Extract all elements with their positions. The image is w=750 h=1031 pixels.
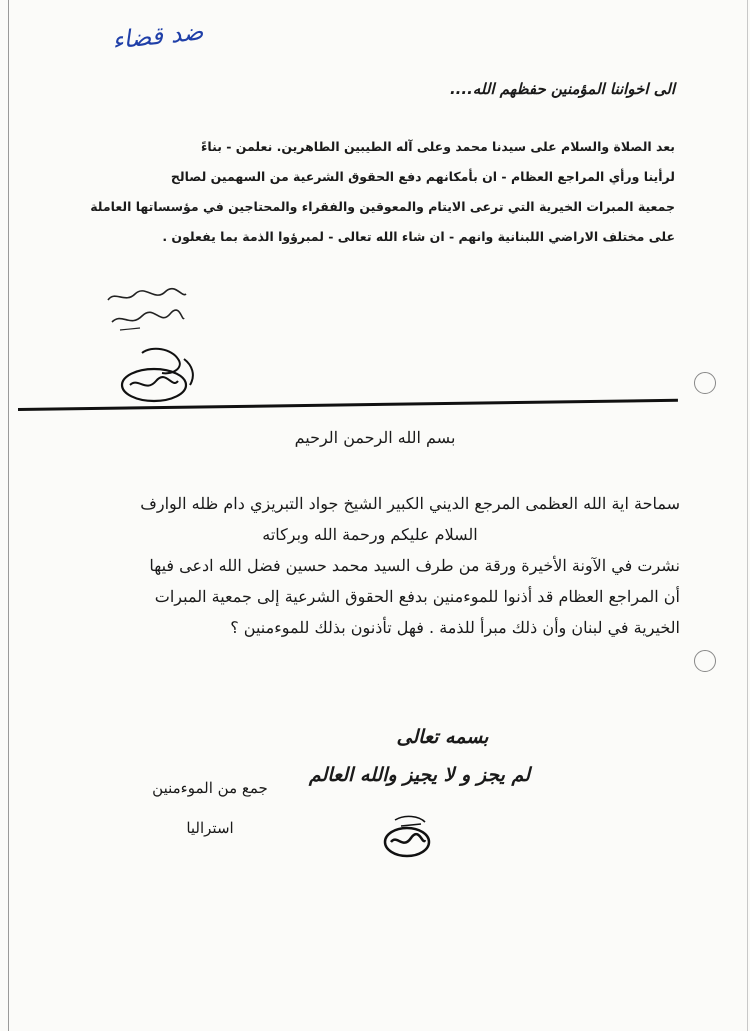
letter-line: أن المراجع العظام قد أذنوا للموءمنين بدفع الحقوق الشرعية إلى جمعية المبرات (154, 587, 680, 606)
top-statement (55, 132, 675, 252)
handwritten-reply (308, 718, 530, 794)
seal-stamp (112, 345, 202, 405)
top-statement-line: جمعية المبرات الخيرية التي ترعى الايتام والمعوقين والفقراء والمحتاجين في مؤسساتها العاملة (90, 199, 675, 214)
reply-heading: بسمه تعالى (396, 726, 489, 748)
sender-location: استراليا (186, 819, 234, 837)
right-page-edge (747, 0, 748, 1031)
inquiry-letter (60, 488, 680, 643)
reply-ruling: لم يجز و لا يجيز والله العالم (308, 764, 530, 786)
letter-sender (130, 768, 290, 848)
letter-line: سماحة اية الله العظمى المرجع الديني الكبير الشيخ جواد التبريزي دام ظله الوارف (140, 494, 680, 513)
basmala: بسم الله الرحمن الرحيم (294, 428, 456, 447)
handwritten-signature (100, 282, 190, 342)
punch-hole-upper (694, 372, 716, 394)
top-address-line: الى اخواننا المؤمنين حفظهم الله.... (449, 80, 675, 98)
letter-line: الخيرية في لبنان وأن ذلك مبرأ للذمة . فهل تأذنون بذلك للموءمنين ؟ (230, 618, 680, 637)
top-statement-line: على مختلف الاراضي اللبنانية وانهم - ان شاء الله تعالى - لمبرؤوا الذمة بما يفعلون . (162, 229, 675, 244)
letter-greeting: السلام عليكم ورحمة الله وبركاته (262, 525, 478, 544)
handwritten-note: ضد قضاء (110, 17, 205, 55)
punch-hole-lower (694, 650, 716, 672)
top-statement-line: لرأينا ورأي المراجع العظام - ان بأمكانهم دفع الحقوق الشرعية من السهمين لصالح (170, 169, 675, 184)
sender-name: جمع من الموءمنين (152, 779, 268, 797)
letter-line: نشرت في الآونة الأخيرة ورقة من طرف السيد محمد حسين فضل الله ادعى فيها (149, 556, 680, 575)
top-statement-line: بعد الصلاة والسلام على سيدنا محمد وعلى آله الطيبين الطاهرين. نعلمن - بناءً (201, 139, 675, 154)
left-margin-line (8, 0, 9, 1031)
reply-seal-stamp (375, 810, 445, 860)
